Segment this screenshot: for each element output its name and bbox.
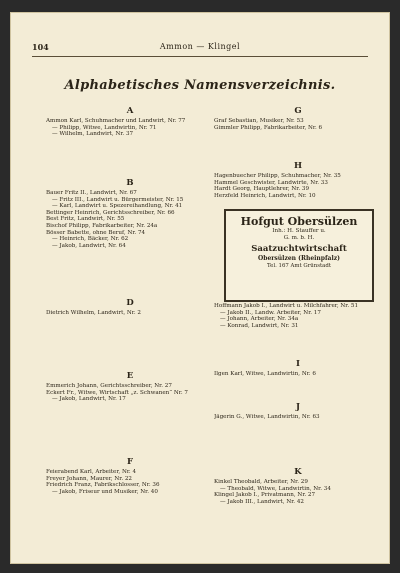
list-item: Klingel Jakob I., Privatmann, Nr. 27 [214, 492, 316, 499]
list-item: Dietrich Wilhelm, Landwirt, Nr. 2 [46, 310, 141, 316]
section-g [214, 106, 382, 161]
list-item: Freyer Johann, Maurer, Nr. 22 [46, 475, 132, 482]
list-item: Best Fritz, Landwirt, Nr. 55 [46, 216, 125, 223]
left-column [46, 106, 214, 495]
section-b [46, 178, 214, 298]
list-item: Herzfeld Heinrich, Landwirt, Nr. 10 [214, 192, 316, 199]
running-head: Ammon — Klingel [159, 42, 241, 51]
section-letter-d: D [126, 298, 134, 308]
ad-owner: Inh.: H. Stauffer u. [272, 228, 326, 234]
list-item: Ammon Karl, Schuhmacher und Landwirt, Nr. 77 [46, 118, 186, 124]
list-item: Bösser Babette, ohne Beruf, Nr. 74 [46, 229, 146, 236]
list-item: — Konrad, Landwirt, Nr. 31 [220, 322, 299, 329]
list-item: Jägerin G., Witwe, Landwirtin, Nr. 63 [214, 414, 320, 420]
ad-phone: Tel. 167 Amt Grünstadt [267, 263, 331, 269]
running-header [32, 42, 368, 54]
list-item: — Jakob, Landwirt, Nr. 64 [52, 242, 126, 249]
list-item: Kinkel Theobald, Arbeiter, Nr. 29 [214, 479, 308, 485]
list-item: — Philipp, Witwe, Landwirtin, Nr. 71 [52, 124, 157, 131]
list-item: Ilgen Karl, Witwe, Landwirtin, Nr. 6 [214, 371, 316, 377]
list-item: — Wilhelm, Landwirt, Nr. 37 [52, 131, 134, 138]
list-item: — Karl, Landwirt u. Spezereihandlung, Nr. 41 [52, 203, 183, 210]
list-item: Hoffmann Jakob I., Landwirt u. Milchfahrer, Nr. 51 [214, 303, 359, 309]
ad-place: Obersülzen (Rheinpfalz) [258, 255, 340, 262]
ad-product: Saatzuchtwirtschaft [251, 244, 347, 254]
section-letter-i: I [296, 359, 300, 369]
list-item: — Theobald, Witwe, Landwirtin, Nr. 34 [220, 485, 331, 492]
list-item: Bettinger Heinrich, Gerichtsschreiber, Nr. 66 [46, 209, 175, 216]
list-item: Friedrich Franz, Fabrikschlosser, Nr. 36 [46, 482, 160, 489]
list-item: Bischof Philipp, Fabrikarbeiter, Nr. 24a [46, 222, 158, 229]
advertisement-box [224, 209, 374, 302]
section-k [214, 467, 382, 505]
section-letter-a: A [126, 106, 134, 116]
list-item: Bauer Fritz II., Landwirt, Nr. 67 [46, 190, 137, 196]
list-item: Hammel Geschwister, Landwirte, Nr. 33 [214, 179, 328, 186]
section-letter-j: J [295, 402, 301, 412]
section-f [46, 457, 214, 495]
list-item: Graf Sebastian, Musiker, Nr. 53 [214, 118, 304, 124]
section-i [214, 359, 382, 402]
section-letter-e: E [126, 371, 134, 381]
list-item: Emmerich Johann, Gerichtsschreiber, Nr. 27 [46, 383, 172, 389]
list-item: Hagenbuecher Philipp, Schuhmacher, Nr. 35 [214, 173, 341, 179]
section-e [46, 371, 214, 457]
section-j [214, 402, 382, 467]
ad-company-name: Hofgut Obersülzen [240, 215, 358, 228]
document-page [10, 12, 390, 564]
page-title: Alphabetisches Namensverzeichnis. [64, 78, 336, 93]
list-item: — Johann, Arbeiter, Nr. 34a [220, 316, 299, 323]
right-column [214, 106, 382, 505]
ad-company-form: G. m. b. H. [283, 235, 315, 241]
section-letter-k: K [294, 467, 302, 477]
section-d [46, 298, 214, 371]
list-item: Hardt Georg, Hauptlehrer, Nr. 39 [214, 186, 310, 193]
list-item: — Jakob II., Landw. Arbeiter, Nr. 17 [220, 309, 321, 316]
page-number: 104 [32, 42, 49, 52]
list-item: — Jakob III., Landwirt, Nr. 42 [220, 498, 304, 505]
section-h-continued [214, 303, 382, 359]
section-a [46, 106, 214, 178]
list-item: — Fritz III., Landwirt u. Bürgermeister, Nr. 15 [52, 196, 184, 203]
list-item: — Jakob, Landwirt, Nr. 17 [52, 396, 126, 403]
list-item: Feierabend Karl, Arbeiter, Nr. 4 [46, 469, 137, 475]
section-letter-f: F [126, 457, 134, 467]
section-letter-b: B [126, 178, 134, 188]
list-item: — Heinrich, Bäcker, Nr. 62 [52, 236, 129, 243]
header-rule [32, 56, 368, 57]
list-item: Gimmler Philipp, Fabrikarbeiter, Nr. 6 [214, 124, 323, 131]
section-letter-h: H [293, 161, 303, 171]
section-letter-g: G [294, 106, 302, 116]
list-item: — Jakob, Friseur und Musiker, Nr. 40 [52, 488, 158, 495]
list-item: Eckert Fr., Witwe, Wirtschaft „z. Schwanen“ Nr. 7 [46, 389, 188, 396]
